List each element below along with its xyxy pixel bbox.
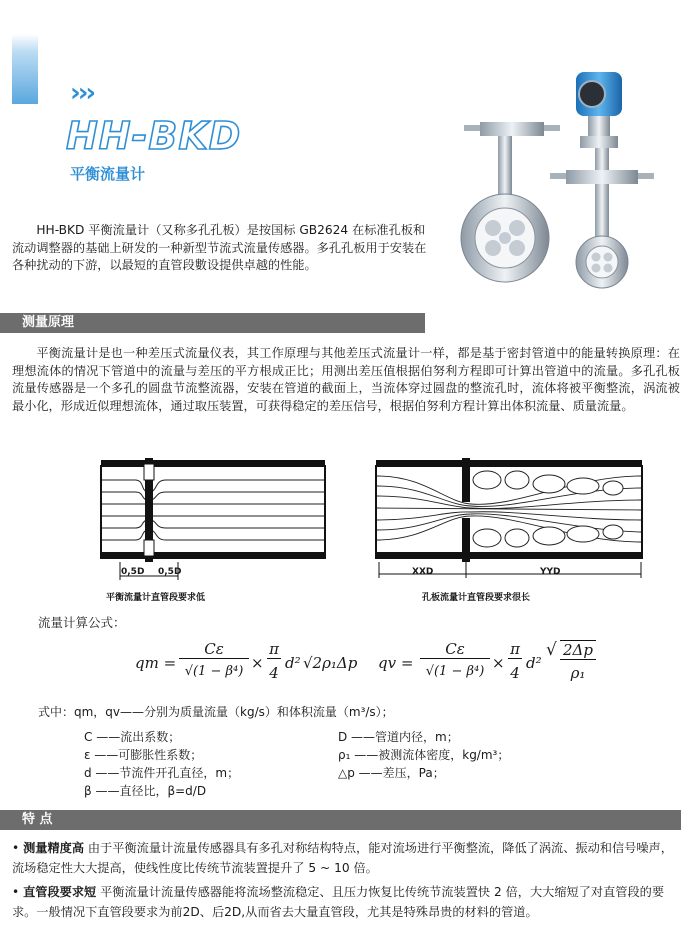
symbols-intro: 式中：qm，qv——分别为质量流量（kg/s）和体积流量（m³/s）； <box>38 705 394 719</box>
left-diagram-caption: 平衡流量计直管段要求低 <box>106 593 206 603</box>
right-diagram-caption: 孔板流量计直管段要求很长 <box>422 593 531 603</box>
qm-d2: d² <box>285 654 301 672</box>
qv-lhs: qv = <box>378 654 414 672</box>
decorative-side-bar <box>12 34 38 104</box>
product-brand: HH-BKD <box>66 114 242 158</box>
intro-paragraph: HH-BKD 平衡流量计（又称多孔孔板）是按国标 GB2624 在标准孔板和流动调整器的基础上研发的一种新型节流式流量传感器。多孔孔板用于安装在各种扰动的下游，以最短的直管段數设提供卓越的性能。 <box>12 223 427 272</box>
qm-pi: π <box>267 640 281 659</box>
feature-short-pipe-head: 直管段要求短 <box>23 885 97 899</box>
formula-label: 流量计算公式： <box>38 615 126 630</box>
qm-lhs: qm = <box>135 654 177 672</box>
qm-denominator: √(1 − β⁴) <box>184 664 244 679</box>
section-heading-principle: 测量原理 <box>0 313 425 333</box>
qv-d2: d² <box>526 654 542 672</box>
product-subtitle: 平衡流量计 <box>70 165 146 183</box>
qv-root-denominator: ρ₁ <box>570 664 586 682</box>
chevron-right-icon: ››› <box>70 78 94 108</box>
principle-paragraph: 平衡流量计是也一种差压式流量仪表，其工作原理与其他差压式流量计一样，都是基于密封管道中的能量转换原理：在理想流体的情况下管道中的流量与差压的平方根成正比；用测出差压值根据伯努利方程即可计算出管道中的流量。多孔孔板流量传感器是一个多孔的圆盘节流整流器，安装在管道的截面上，当流体穿过圆盘的整流孔时，流体将被平衡整流，涡流被最小化，形成近似理想流体，通过取压装置，可获得稳定的差压信号，根据伯努利方程计算出体积流量、质量流量。 <box>12 346 680 413</box>
symbol-big-d: D ——管道内径，m； <box>338 730 459 744</box>
product-photo <box>440 64 676 308</box>
right-dimension-1: XXD <box>412 567 434 577</box>
symbol-epsilon: ε ——可膨胀性系数； <box>84 748 203 762</box>
mass-flow-formula <box>135 636 365 692</box>
qm-four: 4 <box>269 664 279 682</box>
left-dimension-1: 0,5D <box>121 567 145 577</box>
qm-times: × <box>251 654 264 672</box>
feature-accuracy: • 测量精度高 由于平衡流量计流量传感器具有多孔对称结构特点，能对流场进行平衡整流，降低了涡流、振动和信号噪声，流场稳定性大大提高，使线性度比传统节流装置提升了 5 ~ 10 倍。 <box>12 841 673 875</box>
qv-times: × <box>492 654 505 672</box>
symbol-beta: β ——直径比，β=d/D <box>84 784 207 798</box>
feature-short-pipe: • 直管段要求短 平衡流量计流量传感器能将流场整流稳定、且压力恢复比传统节流装置快 2 倍，大大缩短了对直管段的要求。一般情况下直管段要求为前2D、后2D,从而省去大量直管段，尤其是特殊昂贵的材料的管道。 <box>12 885 665 919</box>
orifice-flow-diagram <box>375 458 645 580</box>
feature-accuracy-text: 由于平衡流量计流量传感器具有多孔对称结构特点，能对流场进行平衡整流，降低了涡流、振动和信号噪声，流场稳定性大大提高，使线性度比传统节流装置提升了 5 ~ 10 倍。 <box>12 841 673 875</box>
symbol-delta-p: △p ——差压，Pa； <box>338 766 445 780</box>
qv-numerator: Cε <box>420 640 490 659</box>
balanced-flow-diagram <box>100 458 326 584</box>
symbol-c: C ——流出系数； <box>84 730 181 744</box>
section-heading-features: 特 点 <box>0 810 681 830</box>
feature-accuracy-head: 测量精度高 <box>23 841 85 855</box>
qv-four: 4 <box>510 664 520 682</box>
qv-denominator: √(1 − β⁴) <box>425 664 485 679</box>
qm-numerator: Cε <box>179 640 249 659</box>
qv-root-numerator: 2Δp <box>560 640 596 660</box>
volume-flow-formula <box>378 636 608 692</box>
symbol-d: d ——节流件开孔直径，m； <box>84 766 240 780</box>
feature-short-pipe-text: 平衡流量计流量传感器能将流场整流稳定、且压力恢复比传统节流装置快 2 倍，大大缩短了对直管段的要求。一般情况下直管段要求为前2D、后2D,从而省去大量直管段，尤其是特殊昂贵的材料的管道。 <box>12 885 665 919</box>
qm-root: √2ρ₁Δp <box>303 654 358 672</box>
left-dimension-2: 0,5D <box>158 567 182 577</box>
sqrt-icon: √ <box>546 640 557 660</box>
symbol-rho: ρ₁ ——被测流体密度，kg/m³； <box>338 748 510 762</box>
right-dimension-2: YYD <box>540 567 561 577</box>
qv-pi: π <box>508 640 522 659</box>
